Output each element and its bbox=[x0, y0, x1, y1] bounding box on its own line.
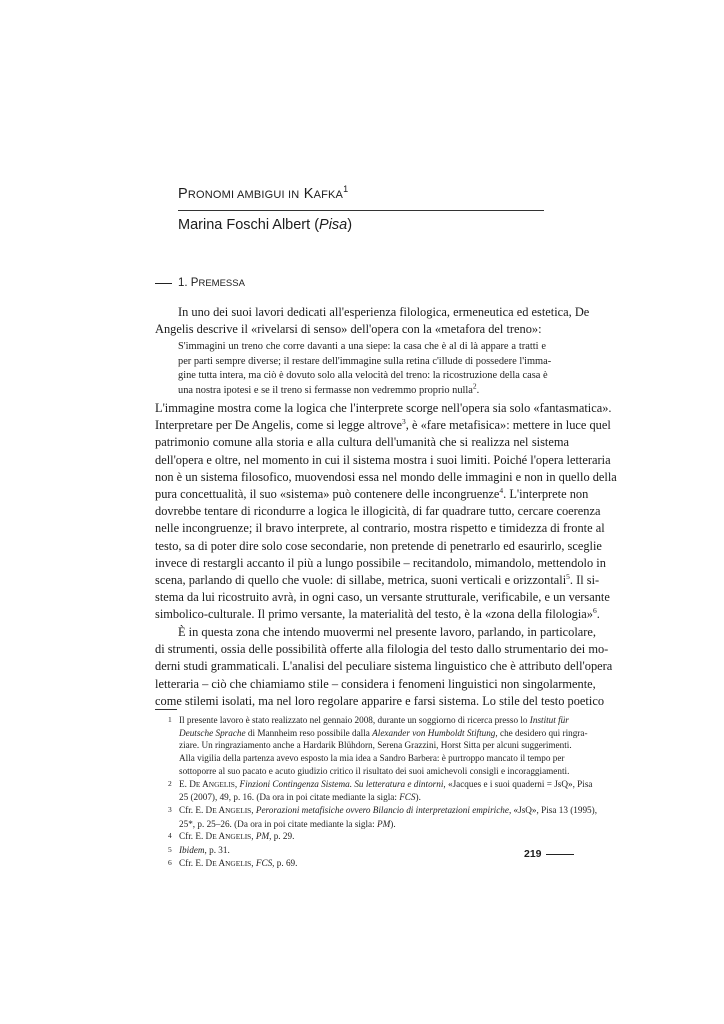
footnote-number: 4 bbox=[168, 831, 172, 841]
footnote-text: ). bbox=[415, 792, 421, 803]
author-close-paren: ) bbox=[347, 217, 353, 233]
footnote-text: Cfr. E. D bbox=[179, 831, 213, 842]
text-run: scena, parlando di quello che vuole: di sillabe, metrica, suoni verticali e orizzontali bbox=[155, 573, 567, 588]
title-smallcaps: RONOMI AMBIGUI IN bbox=[187, 189, 300, 201]
footnote-line bbox=[179, 791, 593, 804]
title-footnote-marker[interactable]: 1 bbox=[343, 184, 349, 195]
footnote-text: Cfr. E. D bbox=[179, 804, 213, 815]
footnote-line bbox=[179, 778, 593, 792]
footnote-text: A bbox=[200, 778, 209, 789]
quote-line: una nostra ipotesi e se il treno si fermasse non vedremmo proprio nulla$^2$. bbox=[178, 381, 480, 396]
author-line bbox=[178, 217, 352, 233]
footnote-italic: Ibidem bbox=[179, 845, 205, 856]
footnotes bbox=[168, 714, 598, 870]
footnote-italic: PM bbox=[255, 831, 270, 842]
page-number-rule bbox=[546, 854, 574, 855]
footnote-marker[interactable]: 2 bbox=[472, 381, 477, 391]
footnote-line bbox=[179, 830, 568, 844]
text-line: di strumenti, ossia delle possibilità offerte alla filologia del testo dallo strumentario dei mo- bbox=[155, 642, 609, 657]
footnote-text: A bbox=[216, 831, 226, 842]
footnote-number: 5 bbox=[168, 845, 172, 855]
quote-line: per parti sempre diverse; il restare dell'immagine sulla retina c'illude di possedere l'imma- bbox=[178, 355, 552, 367]
text-run: pura concettualità, il suo «sistema» può contenere delle incongruenze bbox=[155, 487, 500, 502]
footnote-text: E. D bbox=[179, 778, 196, 789]
footnote-smallcaps: E bbox=[212, 805, 217, 815]
page-number-text: 219 bbox=[524, 848, 542, 860]
text-line: dell'opera e oltre, nel momento in cui il sistema mostra i suoi limiti. Poiché l'opera letteraria bbox=[155, 452, 611, 467]
footnote-italic: Alexander von Humboldt Stiftung bbox=[372, 727, 496, 738]
footnote-line bbox=[179, 818, 597, 831]
footnote-number: 2 bbox=[168, 778, 172, 788]
text-run: Interpretare per De Angelis, come si legge altrove bbox=[155, 418, 403, 433]
footnote-rule bbox=[155, 709, 177, 710]
text-run: . Il si- bbox=[569, 573, 600, 588]
footnote-text: , bbox=[251, 831, 256, 842]
footnote-italic: Deutsche Sprache bbox=[179, 727, 246, 738]
text-line: derni studi grammaticali. L'analisi del peculiare sistema linguistico che è attributo dell'opera bbox=[155, 659, 613, 674]
footnote-line bbox=[179, 857, 568, 871]
footnote-text: A bbox=[216, 804, 226, 815]
footnote-marker[interactable]: 3 bbox=[402, 417, 406, 427]
text-line bbox=[155, 417, 611, 434]
footnote-text: 25 (2007), 49, p. 16. (Da ora in poi citate mediante la sigla: bbox=[179, 792, 400, 803]
footnote-smallcaps: NGELIS bbox=[225, 805, 252, 815]
quote-line: gine tutta intera, ma ciò è dovuto solo alla velocità del treno: la ricostruzione della casa è bbox=[178, 370, 548, 382]
footnote-italic: FCS bbox=[399, 792, 416, 803]
footnote-number: 3 bbox=[168, 804, 172, 814]
footnote-smallcaps: NGELIS bbox=[225, 858, 252, 868]
text-run: simbolico-culturale. Il primo versante, la materialità del testo, è la «zona della filologia» bbox=[155, 607, 593, 622]
text-run: . bbox=[596, 607, 600, 622]
footnote-text: , che desidero qui ringra- bbox=[495, 727, 588, 738]
footnote-italic: Finzioni Contingenza Sistema. Su letteratura e dintorni bbox=[239, 778, 444, 789]
title-initial: P bbox=[178, 186, 188, 202]
text-line: non è un sistema filosofico, muovendosi essa nel mondo delle immagini e non in quello della bbox=[155, 469, 617, 484]
footnote-line bbox=[179, 804, 597, 818]
footnote-4 bbox=[168, 830, 568, 844]
footnote-marker[interactable]: 6 bbox=[593, 606, 597, 616]
footnote-text: , bbox=[234, 778, 240, 789]
text-run: , è «fare metafisica»: mettere in luce quel bbox=[405, 418, 611, 433]
footnote-6 bbox=[168, 857, 568, 871]
text-line: L'immagine mostra come la logica che l'interprete scorge nell'opera sia solo «fantasmatica». bbox=[155, 401, 612, 415]
footnote-text: , bbox=[251, 857, 256, 868]
section-smallcaps: REMESSA bbox=[198, 277, 245, 289]
text-run: . L'interprete non bbox=[503, 487, 589, 502]
footnote-3 bbox=[168, 804, 598, 830]
paragraph-3 bbox=[155, 624, 613, 710]
footnote-smallcaps: E bbox=[212, 858, 217, 868]
footnote-number: 6 bbox=[168, 857, 172, 867]
footnote-text: 25*, p. 25–26. (Da ora in poi citate mediante la sigla: bbox=[179, 818, 377, 829]
footnote-number: 1 bbox=[168, 715, 172, 724]
paragraph-2 bbox=[155, 400, 617, 624]
text-line: come stilemi isolati, ma nel loro regolare apparire e farsi sistema. Lo stile del testo poetico bbox=[155, 693, 605, 708]
paragraph-1 bbox=[155, 304, 590, 338]
text-line: invece di restargli accanto il più a lungo possibile – recitandolo, mimandolo, mettendolo in bbox=[155, 555, 606, 570]
text-line: patrimonio comune alla storia e alla cultura dell'umanità che si realizza nel sistema bbox=[155, 435, 569, 450]
footnote-2 bbox=[168, 778, 593, 804]
footnote-italic: FCS bbox=[255, 857, 273, 868]
footnote-line: Alla vigilia della partenza avevo esposto la mia idea a Sandro Barbera: è purtroppo mancato il tempo per bbox=[179, 753, 565, 764]
footnote-smallcaps: E bbox=[212, 832, 217, 842]
footnote-text: A bbox=[216, 857, 226, 868]
footnote-italic: PM bbox=[377, 818, 391, 829]
text-line: Angelis descrive il «rivelarsi di senso» dell'opera con la «metafora del treno»: bbox=[155, 322, 542, 337]
text-line: stema da lui ricostruito avrà, in ogni caso, un versante strutturale, verificabile, e un versante bbox=[155, 590, 610, 605]
footnote-italic: Perorazioni metafisiche ovvero Bilancio di interpretazioni empiriche bbox=[255, 804, 509, 815]
footnote-1 bbox=[168, 714, 588, 778]
quote-text: una nostra ipotesi e se il treno si fermasse non vedremmo proprio nulla bbox=[178, 384, 473, 396]
footnote-text: ). bbox=[390, 818, 396, 829]
footnote-text: , p. 69. bbox=[272, 857, 298, 868]
title-initial-2: K bbox=[303, 186, 314, 202]
footnote-line bbox=[179, 714, 588, 727]
footnote-text: di Mannheim reso possibile dalla bbox=[245, 727, 373, 738]
footnote-text: , bbox=[251, 804, 256, 815]
footnote-text: , «JsQ», Pisa 13 (1995), bbox=[508, 804, 598, 815]
footnote-line bbox=[179, 844, 568, 857]
footnote-smallcaps: NGELIS bbox=[225, 832, 252, 842]
footnote-5 bbox=[168, 844, 568, 857]
text-line: letteraria – ciò che chiamiamo stile – considera i fenomeni linguistici non singolarmente, bbox=[155, 676, 596, 691]
author-name: Marina Foschi Albert ( bbox=[178, 217, 320, 233]
author-affiliation: Pisa bbox=[319, 217, 348, 233]
text-line: nelle incongruenze; il bravo interprete, al contrario, mostra rispetto e timidezza di fronte al bbox=[155, 521, 605, 536]
text-line: testo, sa di poter dire solo cose secondarie, non pretende di penetrarlo ed esaurirlo, sceglie bbox=[155, 538, 602, 553]
footnote-line: ziare. Un ringraziamento anche a Hardarik Blühdorn, Serena Grazzini, Horst Sitta per alcuni suggerimenti. bbox=[179, 740, 572, 751]
text-line: dovrebbe tentare di ricondurre a logica le illogicità, di far quadrare tutto, cercare coerenza bbox=[155, 504, 601, 519]
footnote-text: , «Jacques e i suoi quaderni = JsQ», Pisa bbox=[443, 778, 593, 789]
footnote-text: Il presente lavoro è stato realizzato nel gennaio 2008, durante un soggiorno di ricerca presso lo bbox=[179, 715, 530, 725]
footnote-text: , p. 31. bbox=[204, 845, 230, 856]
footnote-smallcaps: NGELIS bbox=[208, 779, 235, 789]
section-number: 1. bbox=[178, 277, 188, 289]
section-initial: P bbox=[190, 277, 199, 289]
article-title bbox=[178, 186, 348, 202]
text-line: È in questa zona che intendo muovermi nel presente lavoro, parlando, in particolare, bbox=[178, 625, 597, 639]
quote-line: S'immagini un treno che corre davanti a una siepe: la casa che è al di là appare a tratti e bbox=[178, 341, 546, 352]
text-line: In uno dei suoi lavori dedicati all'esperienza filologica, ermeneutica ed estetica, De bbox=[178, 305, 590, 319]
section-dash bbox=[155, 283, 172, 284]
title-smallcaps-2: AFKA bbox=[313, 189, 344, 201]
text-line bbox=[155, 571, 600, 589]
page-number bbox=[524, 848, 574, 860]
footnote-text: , p. 29. bbox=[269, 831, 295, 842]
footnote-line: sottoporre al suo pacato e acuto giudizio critico il risultato dei suoi amichevoli consigli e incoraggiamenti. bbox=[179, 765, 570, 776]
footnote-marker[interactable]: 5 bbox=[566, 571, 570, 581]
text-line bbox=[155, 485, 589, 503]
section-heading bbox=[155, 277, 245, 289]
footnote-text: Cfr. E. D bbox=[179, 857, 213, 868]
footnote-smallcaps: E bbox=[195, 779, 201, 789]
footnote-line bbox=[179, 727, 588, 740]
footnote-italic: Institut für bbox=[529, 715, 569, 725]
block-quote bbox=[178, 340, 552, 398]
title-rule bbox=[178, 210, 544, 211]
footnote-marker[interactable]: 4 bbox=[499, 485, 504, 495]
text-line bbox=[155, 606, 600, 623]
